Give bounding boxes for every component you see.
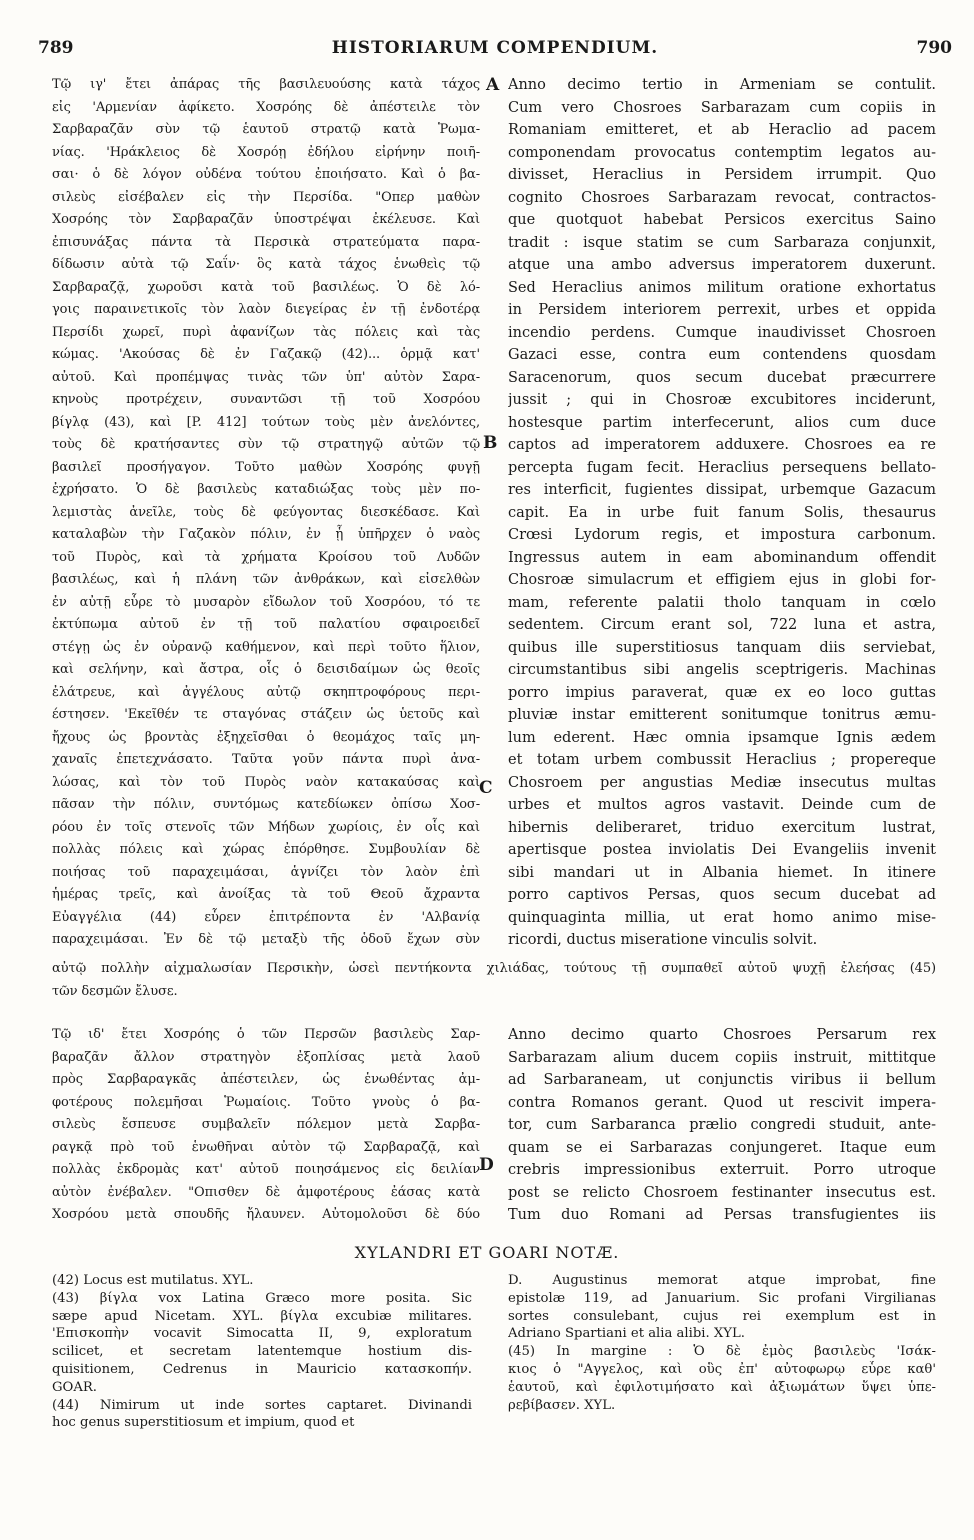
- greek-spanning-lines: [52, 958, 936, 1006]
- text-line: πολλὰς πόλεις καὶ χώρας ἐπόρθησε. Συμβουλίαν δὲ: [52, 842, 480, 857]
- margin-letter-a: A: [486, 75, 500, 95]
- text-line: sibi mandari ut in Albania hiemet. In itinere: [508, 864, 936, 881]
- text-line: Romaniam emitteret, et ab Heraclio ad pacem: [508, 122, 936, 138]
- text-line: quam se ei Sarbarazas conjungeret. Itaque eum: [508, 1139, 936, 1156]
- text-line: Sarbarazam alium ducem copiis instruit, mittitque: [508, 1049, 936, 1066]
- text-line: res interficit, fugientes dissipat, urbemque Gazacum: [508, 482, 936, 498]
- text-line: Chosroæ simulacrum et effigiem ejus in globi for-: [508, 572, 936, 588]
- text-line: αὐτοῦ. Καὶ προπέμψας τινὰς τῶν ὑπ' αὐτὸν Σαρα-: [52, 369, 480, 385]
- text-line: Saracenorum, quos secum ducebat præcurrere: [508, 369, 936, 386]
- text-line: cognito Chosroes Sarbarazam revocat, contractos-: [508, 189, 936, 206]
- margin-letter-c: C: [479, 778, 493, 798]
- text-line: sortes consulebant, cujus rei exemplum est in: [508, 1308, 936, 1324]
- text-line: circumstantibus sibi angelis sceptrigeris. Machinas: [508, 662, 936, 678]
- text-line: Ingressus autem in eam abominandum offendit: [508, 549, 936, 566]
- text-line: Gazaci esse, contra eum contendens quosdam: [508, 347, 936, 363]
- text-line: πολλὰς ἐκδρομὰς κατ' αὐτοῦ ποιησάμενος εἰς δειλίαν: [52, 1162, 480, 1177]
- text-line: κηνοὺς προτρέχειν, συναντῶσι τῇ τοῦ Χοσρόου: [52, 392, 480, 407]
- text-line: que quotquot habebat Persicos exercitus Saino: [508, 212, 936, 228]
- margin-letter-d: D: [479, 1155, 494, 1175]
- greek-short-line: τῶν δεσμῶν ἔλυσε.: [52, 983, 178, 999]
- text-line: νίας. 'Ηράκλειος δὲ Χοσρόῃ ἐδήλου εἰρήνην ποιῆ-: [52, 144, 480, 160]
- text-line: ἐπισυνάξας πάντα τὰ Περσικὰ στρατεύματα παρα-: [52, 234, 480, 250]
- text-line: quisitionem, Cedrenus in Mauricio κατασκοπήν.: [52, 1361, 472, 1377]
- text-line: Χοσρόου μετὰ σπουδῆς ἤλαυνεν. Αὐτομολοῦσι δὲ δύο: [52, 1207, 480, 1222]
- text-line: (42) Locus est mutilatus. XYL.: [52, 1273, 254, 1288]
- text-line: tor, cum Sarbaranca prælio congredi studuit, ante-: [508, 1117, 936, 1133]
- page-number-left: 789: [38, 38, 74, 58]
- text-line: captos ad imperatorem adduxere. Chosroes ea re: [508, 437, 936, 453]
- greek-full-line: αὐτῷ πολλὴν αἰχμαλωσίαν Περσικὴν, ὡσεὶ πεντήκοντα χιλιάδας, τούτους τῇ συμπαθεῖ αὐτοῦ ψυχῇ ἐλεήσας (45): [52, 961, 936, 976]
- text-line: Χοσρόης τὸν Σαρβαραζᾶν ὑποστρέψαι ἐκέλευσε. Καὶ: [52, 212, 480, 227]
- text-line: et totam urbem combussit Heraclius ; propereque: [508, 752, 936, 768]
- text-line: quibus ille superstitiosus tanquam diis serviebat,: [508, 639, 936, 656]
- text-line: contra Romanos gerant. Quod ut rescivit impera-: [508, 1094, 936, 1111]
- text-line: pluviæ instar emitterent sonitumque tonitrus æmu-: [508, 707, 936, 723]
- text-line: τοῦ Πυρὸς, καὶ τὰ χρήματα Κροίσου τοῦ Λυδῶν: [52, 549, 480, 565]
- greek-text-2: [52, 1024, 480, 1227]
- text-line: πᾶσαν τὴν πόλιν, συντόμως κατεδίωκεν ὀπίσω Χοσ-: [52, 797, 480, 812]
- text-line: epistolæ 119, ad Januarium. Sic profani Virgilianas: [508, 1290, 936, 1306]
- text-line: apertisque postea inviolatis Dei Evangeliis invenit: [508, 842, 936, 858]
- text-line: αὐτὸν ἐνέβαλεν. "Οπισθεν δὲ ἀμφοτέρους ἐάσας κατὰ: [52, 1184, 480, 1200]
- text-line: sæpe apud Nicetam. XYL. βίγλα excubiæ militares.: [52, 1308, 472, 1324]
- text-line: crebris impressionibus exterruit. Porro utroque: [508, 1162, 936, 1178]
- latin-text-2: [508, 1024, 936, 1227]
- text-line: σιλεὺς ἔσπευσε συμβαλεῖν πόλεμον μετὰ Σαρβα-: [52, 1117, 480, 1132]
- text-line: ρεβίβασεν. XYL.: [508, 1397, 616, 1413]
- text-line: δίδωσιν αὐτὰ τῷ Σαΐν· ὃς κατὰ τάχος ἑνωθεὶς τῷ: [52, 257, 480, 272]
- text-line: Σαρβαραζᾶν σὺν τῷ ἑαυτοῦ στρατῷ κατὰ Ῥωμα-: [52, 122, 480, 137]
- text-line: urbes et multos agros vastavit. Deinde cum de: [508, 797, 936, 813]
- text-line: Sed Heraclius animos militum oratione exhortatus: [508, 279, 936, 296]
- notes-title: XYLANDRI ET GOARI NOTÆ.: [354, 1243, 620, 1262]
- greek-column-1: [52, 74, 480, 954]
- text-line: capit. Ea in urbe fuit fanum Solis, thesaurus: [508, 504, 936, 521]
- text-line: σιλεὺς εἰσέβαλεν εἰς τὴν Περσίδα. "Οπερ μαθὼν: [52, 189, 480, 205]
- latin-column-1: [508, 74, 936, 954]
- text-line: φοτέρους πολεμῆσαι Ῥωμαίοις. Τοῦτο γνοὺς ὁ βα-: [52, 1094, 480, 1110]
- text-line: Chosroem per angustias Mediæ insecutus multas: [508, 774, 936, 791]
- text-line: γοις παραινετικοῖς τὸν λαὸν διεγείρας ἐν τῇ ἐνδοτέρᾳ: [52, 302, 480, 317]
- text-line: atque una ambo adversus imperatorem duxerunt.: [508, 257, 936, 273]
- margin-letter-b: B: [483, 433, 498, 453]
- text-line: incendio perdens. Cumque inaudivisset Chosroen: [508, 324, 936, 341]
- text-line: κώμας. 'Ακούσας δὲ ἐν Γαζακῷ (42)... ὁρμᾷ κατ': [52, 347, 480, 362]
- text-line: percepta fugam fecit. Heraclius persequens bellato-: [508, 459, 936, 476]
- text-line: Τῷ ιδ' ἔτει Χοσρόης ὁ τῶν Περσῶν βασιλεὺς Σαρ-: [52, 1027, 480, 1042]
- text-line: quinquaginta millia, ut erat homo animo mise-: [508, 909, 936, 926]
- text-line: 'Επισκοπὴν vocavit Simocatta II, 9, exploratum: [52, 1326, 472, 1342]
- text-line: βασιλέως, καὶ ἡ πλάνη τῶν ἀνθράκων, καὶ εἰσελθὼν: [52, 572, 480, 587]
- text-line: βασιλεῖ προσήγαγον. Τοῦτο μαθὼν Χοσρόης φυγῇ: [52, 459, 480, 475]
- text-line: Τῷ ιγ' ἔτει ἀπάρας τῆς βασιλευούσης κατὰ τάχος: [52, 77, 480, 92]
- text-line: post se relicto Chosroem festinanter insecutus est.: [508, 1184, 936, 1201]
- text-line: έστησεν. 'Εκεῖθέν τε σταγόνας στάζειν ὡς ὑετοῦς καὶ: [52, 707, 480, 722]
- text-line: scilicet, et secretam latentemque hostium dis-: [52, 1344, 472, 1360]
- text-line: ἐκτύπωμα αὐτοῦ ἐν τῇ τοῦ παλατίου σφαιροειδεῖ: [52, 617, 480, 632]
- text-line: λώσας, καὶ τὸν τοῦ Πυρὸς ναὸν κατακαύσας καὶ: [52, 774, 480, 790]
- text-line: Anno decimo tertio in Armeniam se contulit.: [508, 77, 936, 93]
- text-line: ad Sarbaraneam, ut conjunctis viribus ii bellum: [508, 1072, 936, 1088]
- text-line: Σαρβαραζᾷ, χωροῦσι κατὰ τοῦ βασιλέως. Ὁ δὲ λό-: [52, 279, 480, 295]
- text-line: jussit ; qui in Chosroæ excubitores inciderunt,: [508, 392, 936, 408]
- text-line: hostesque partim interfecerunt, alios cum duce: [508, 414, 936, 431]
- running-header: [38, 38, 952, 64]
- text-line: sedentem. Circum erant sol, 722 luna et astra,: [508, 617, 936, 633]
- text-line: ρόου ἐν τοῖς στενοῖς τῶν Μήδων χωρίοις, ἐν οἷς καὶ: [52, 819, 480, 835]
- text-line: ricordi, ductus miseratione vinculis solvit.: [508, 932, 818, 948]
- text-line: (44) Nimirum ut inde sortes captaret. Divinandi: [52, 1397, 472, 1413]
- text-line: ραγκᾷ πρὸ τοῦ ἑνωθῆναι αὐτὸν τῷ Σαρβαραζᾷ, καὶ: [52, 1139, 480, 1155]
- text-line: divisset, Heraclius in Persidem irrumpit. Quo: [508, 167, 936, 183]
- notes-left: [52, 1272, 472, 1432]
- text-line: hoc genus superstitiosum et impium, quod et: [52, 1415, 355, 1431]
- text-line: ἑαυτοῦ, καὶ ἐφιλοτιμήσατο καὶ ἀξιωμάτων ὕψει ὑπε-: [508, 1379, 936, 1395]
- text-line: Cum vero Chosroes Sarbarazam cum copiis in: [508, 99, 936, 116]
- text-line: (43) βίγλα vox Latina Græco more posita. Sic: [52, 1290, 472, 1306]
- text-line: κιος ὁ "Αγγελος, καὶ οὓς ἐπ' αὐτοφωρῳ εὗρε καθ': [508, 1361, 936, 1377]
- text-line: παραχειμάσαι. Ἐν δὲ τῷ μεταξὺ τῆς ὁδοῦ ἔχων σὺν: [52, 932, 480, 947]
- notes-left-column: [52, 1272, 472, 1452]
- text-line: Περσίδι χωρεῖ, πυρὶ ἀφανίζων τὰς πόλεις καὶ τὰς: [52, 324, 480, 340]
- text-line: ἤχους ὡς βροντὰς ἐξηχεῖσθαι ὁ θεομάχος ταῖς μη-: [52, 729, 480, 745]
- text-line: Crœsi Lydorum regis, et impostura carbonum.: [508, 527, 936, 543]
- text-line: tradit : isque statim se cum Sarbaraza conjunxit,: [508, 234, 936, 251]
- text-line: Εὐαγγέλια (44) εὗρεν ἐπιτρέποντα ἐν 'Αλβανίᾳ: [52, 909, 480, 925]
- text-line: τοὺς δὲ κρατήσαντες σὺν τῷ στρατηγῷ αὐτῶν τῷ: [52, 437, 480, 452]
- text-line: λεμιστὰς ἀνεῖλε, τοὺς δὲ φεύγοντας διεσκέδασε. Καὶ: [52, 504, 480, 520]
- text-line: Anno decimo quarto Chosroes Persarum rex: [508, 1027, 936, 1043]
- text-line: Adriano Spartiani et alia alibi. XYL.: [508, 1326, 745, 1342]
- text-line: πρὸς Σαρβαραγκᾶς ἀπέστειλεν, ὡς ἑνωθέντας ἀμ-: [52, 1072, 480, 1087]
- text-line: εἰς 'Αρμενίαν ἀφίκετο. Χοσρόης δὲ ἀπέστειλε τὸν: [52, 99, 480, 115]
- text-line: ἐλάτρευε, καὶ ἀγγέλους αὐτῷ σκηπτροφόρους περι-: [52, 684, 480, 700]
- text-line: ποιήσας τοῦ παραχειμάσαι, ἁγνίζει τὸν λαὸν ἐπὶ: [52, 864, 480, 880]
- text-line: ἐν αὐτῇ εὗρε τὸ μυσαρὸν εἴδωλον τοῦ Χοσρόου, τό τε: [52, 594, 480, 610]
- page-number-right: 790: [916, 38, 952, 58]
- greek-column-2: [52, 1024, 480, 1234]
- notes-right: [508, 1272, 936, 1414]
- text-line: componendam provocatus contemptim legatos au-: [508, 144, 936, 161]
- notes-right-column: [508, 1272, 936, 1442]
- text-line: in Persidem interiorem perrexit, urbes et oppida: [508, 302, 936, 318]
- running-title: HISTORIARUM COMPENDIUM.: [331, 38, 659, 58]
- text-line: βαραζᾶν ἄλλον στρατηγὸν ἐξοπλίσας μετὰ λαοῦ: [52, 1049, 480, 1065]
- text-line: (45) In margine : Ὁ δὲ ἐμὸς βασιλεὺς 'Ισάκ-: [508, 1344, 936, 1360]
- text-line: καὶ σελήνην, καὶ ἄστρα, οἷς ὁ δεισιδαίμων ὡς θεοῖς: [52, 662, 480, 677]
- text-line: σαι· ὁ δὲ λόγον οὐδένα τούτου ἐποιήσατο. Καὶ ὁ βα-: [52, 167, 480, 182]
- text-line: Tum duo Romani ad Persas transfugientes iis: [508, 1207, 936, 1223]
- text-line: στέγῃ ὡς ἐν οὐρανῷ καθήμενον, καὶ περὶ τοῦτο ἥλιον,: [52, 639, 480, 655]
- text-line: χαναῖς ἐπετεχνάσατο. Ταῦτα γοῦν πάντα πυρὶ ἀνα-: [52, 752, 480, 767]
- greek-text-1: [52, 74, 480, 952]
- text-line: ἐχρήσατο. Ὁ δὲ βασιλεὺς καταδιώξας τοὺς μὲν πο-: [52, 482, 480, 497]
- text-line: hibernis deliberaret, triduo exercitum lustrat,: [508, 819, 936, 836]
- text-line: GOAR.: [52, 1379, 97, 1395]
- text-line: ἡμέρας τρεῖς, καὶ ἀνοίξας τὰ τοῦ Θεοῦ ἄχραντα: [52, 887, 480, 902]
- text-line: καταλαβὼν τὴν Γαζακὸν πόλιν, ἐν ᾗ ὑπῆρχεν ὁ ναὸς: [52, 527, 480, 542]
- latin-column-2: [508, 1024, 936, 1234]
- text-line: mam, referente palatii tholo tanquam in cœlo: [508, 594, 936, 611]
- text-line: D. Augustinus memorat atque improbat, fine: [508, 1273, 936, 1288]
- latin-text-1: [508, 74, 936, 952]
- text-line: porro captivos Persas, quos secum ducebat ad: [508, 887, 936, 903]
- text-line: βίγλᾳ (43), καὶ [P. 412] τούτων τοὺς μὲν ἀνελόντες,: [52, 414, 480, 430]
- text-line: lum ederent. Hæc omnia ipsamque Ignis ædem: [508, 729, 936, 746]
- text-line: porro impius paraverat, quæ ex eo loco guttas: [508, 684, 936, 701]
